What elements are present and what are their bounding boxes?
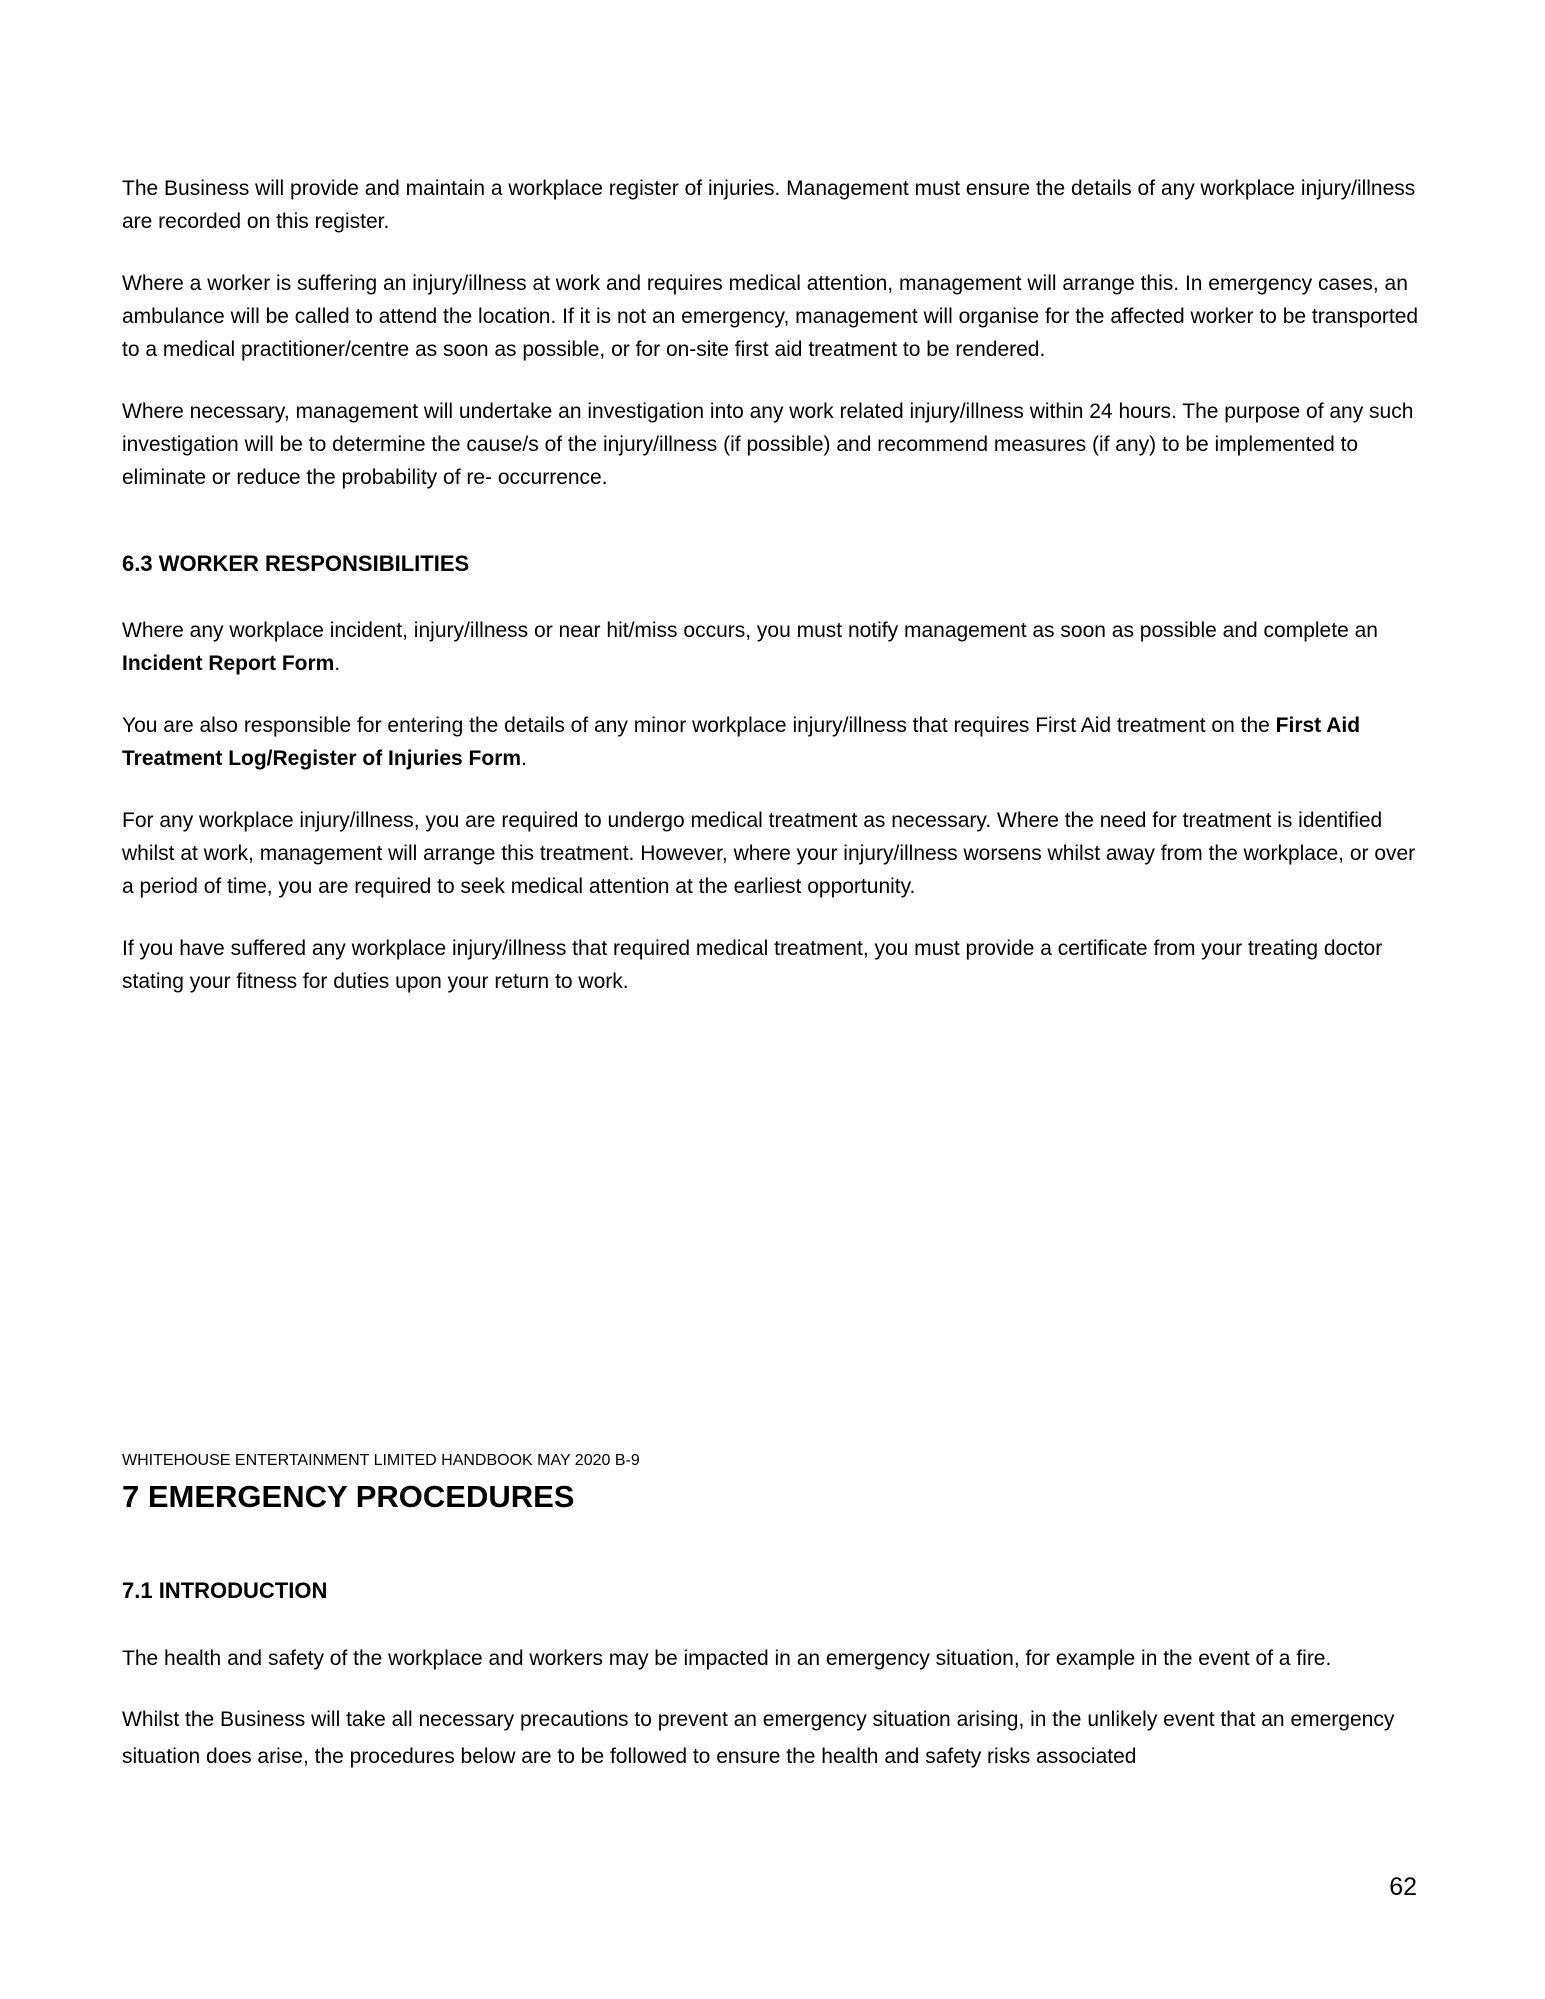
notify-text-end: .	[334, 652, 341, 675]
paragraph-investigation: Where necessary, management will undertake an investigation into any work related injury/illness within 24 hours. The purpose of any such investigation will be to determine the cause/s of the injury/illness (if possible) and recommend measures (if any) to be implemented to eliminate or reduce the probability of re- occurrence.	[122, 400, 1414, 489]
first-aid-text-end: .	[521, 747, 527, 770]
blank-space	[122, 1027, 1425, 1451]
notify-text: Where any workplace incident, injury/illness or near hit/miss occurs, you must notify management as soon as possible and complete an	[122, 619, 1378, 642]
heading-introduction: 7.1 INTRODUCTION	[122, 1578, 328, 1603]
page-content	[122, 0, 1425, 1775]
heading-worker-responsibilities: 6.3 WORKER RESPONSIBILITIES	[122, 551, 470, 576]
first-aid-text: You are also responsible for entering the details of any minor workplace injury/illness that requires First Aid treatment on the	[122, 714, 1276, 737]
paragraph-emergency-precautions: Whilst the Business will take all necessary precautions to prevent an emergency situation arising, in the unlikely event that an emergency situation does arise, the procedures below are to be followed to ensure the health and safety risks associated	[122, 1708, 1395, 1768]
paragraph-first-aid-log	[122, 709, 1425, 775]
paragraph-emergency-impact: The health and safety of the workplace and workers may be impacted in an emergency situation, for example in the event of a fire.	[122, 1647, 1332, 1670]
paragraph-medical-treatment: For any workplace injury/illness, you are required to undergo medical treatment as necessary. Where the need for treatment is identified whilst at work, management will arrange this treatment. However, where your injury/illness worsens whilst away from the workplace, or over a period of time, you are required to seek medical attention at the earliest opportunity.	[122, 809, 1416, 898]
handbook-footer-note: WHITEHOUSE ENTERTAINMENT LIMITED HANDBOOK MAY 2020 B-9	[122, 1452, 640, 1469]
paragraph-register-of-injuries: The Business will provide and maintain a workplace register of injuries. Management must ensure the details of any workplace injury/illness are recorded on this register.	[122, 177, 1416, 233]
incident-report-form-label: Incident Report Form	[122, 652, 335, 675]
paragraph-fitness-certificate: If you have suffered any workplace injury/illness that required medical treatment, you must provide a certificate from your treating doctor stating your fitness for duties upon your return to work.	[122, 937, 1383, 993]
page-number: 62	[1389, 1873, 1417, 1901]
paragraph-medical-attention: Where a worker is suffering an injury/illness at work and requires medical attention, management will arrange this. In emergency cases, an ambulance will be called to attend the location. If it is not an emergency, management will organise for the affected worker to be transported to a medical practitioner/centre as soon as possible, or for on-site first aid treatment to be rendered.	[122, 272, 1419, 361]
heading-emergency-procedures: 7 EMERGENCY PROCEDURES	[122, 1479, 575, 1514]
paragraph-notify-management	[122, 614, 1425, 680]
first-aid-log-label: First Aid Treatment Log/Register of Injuries Form	[122, 714, 1361, 770]
